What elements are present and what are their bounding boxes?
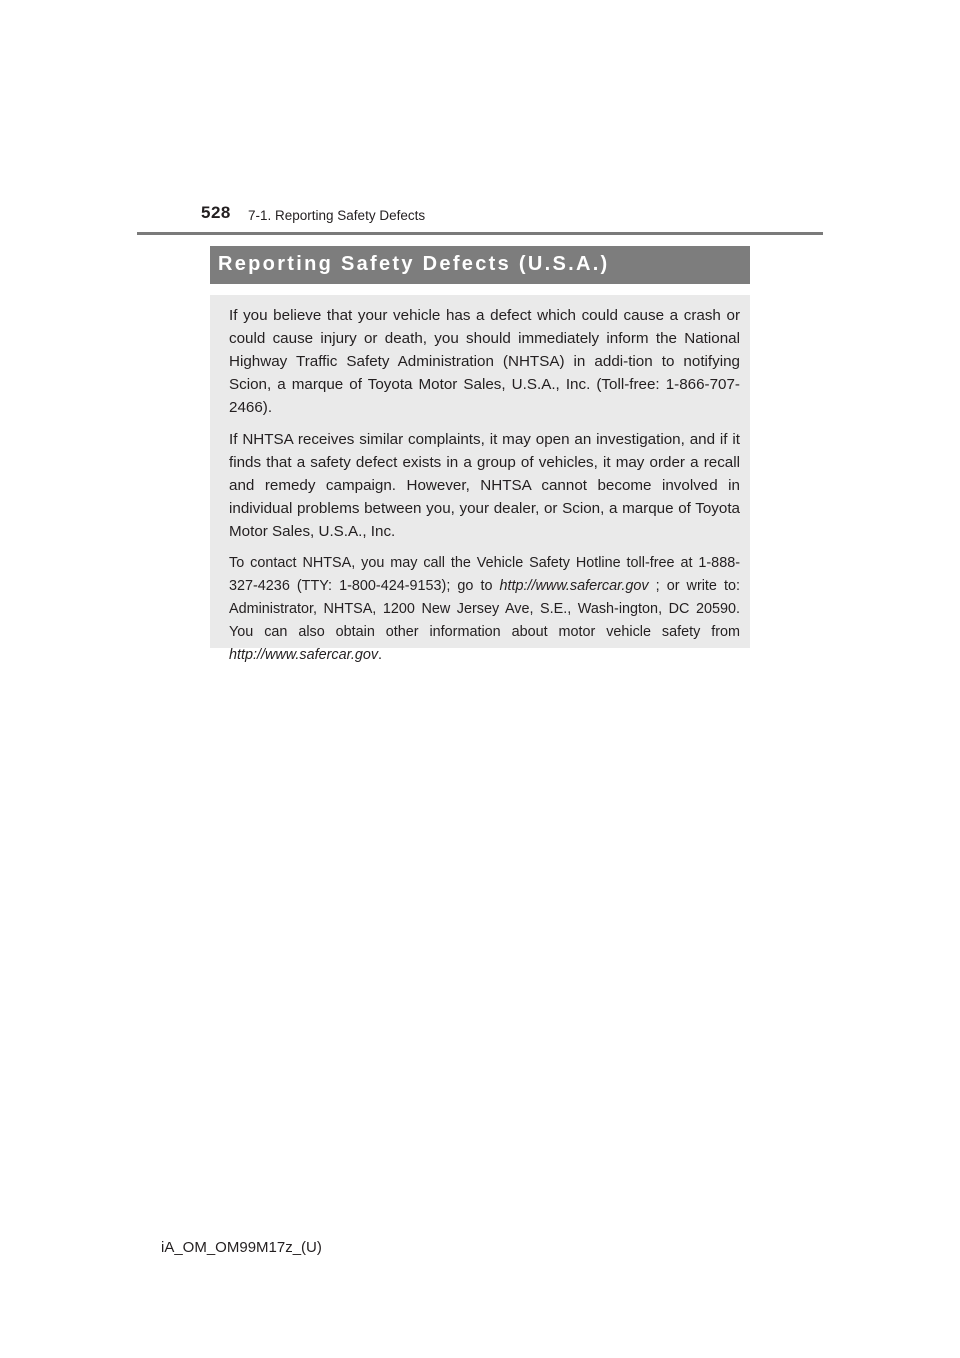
contact-text-part-1: To contact NHTSA, you may call the Vehicle Safety Hotline toll-free at 1-888-327-4236 (TTY: 1-800-424-9153); go to <box>229 555 740 594</box>
section-title: Reporting Safety Defects (U.S.A.) <box>218 253 610 275</box>
contact-text-part-2: ; or write to: Administrator, NHTSA, 1200 New Jersey Ave, S.E., Wash-ington, DC 20590. You can also obtain other information about motor vehicle safety from <box>229 578 740 640</box>
page-number: 528 <box>201 203 231 222</box>
document-code: iA_OM_OM99M17z_(U) <box>161 1239 322 1256</box>
safercar-link[interactable]: http://www.safercar.gov <box>499 578 649 594</box>
contact-text-part-3: . <box>378 647 383 663</box>
paragraph-investigation: If NHTSA receives similar complaints, it may open an investigation, and if it finds that a safety defect exists in a group of vehicles, it may order a recall and remedy campaign. However, NHTSA cannot become involved in individual problems between you, your dealer, or Scion, a marque of Toyota Motor Sales, U.S.A., Inc. <box>229 431 740 540</box>
paragraph-contact <box>229 552 740 667</box>
header-divider <box>137 232 823 235</box>
info-box <box>210 295 750 663</box>
paragraph-defect-report: If you believe that your vehicle has a defect which could cause a crash or could cause injury or death, you should immediately inform the National Highway Traffic Safety Administration (NHTSA) in addi-tion to notifying Scion, a marque of Toyota Motor Sales, U.S.A., Inc. (Toll-free: 1-866-707-2466). <box>229 307 740 416</box>
section-label: 7-1. Reporting Safety Defects <box>248 208 426 223</box>
safercar-link-2[interactable]: http://www.safercar.gov <box>229 647 379 663</box>
section-title-bar <box>210 246 750 284</box>
